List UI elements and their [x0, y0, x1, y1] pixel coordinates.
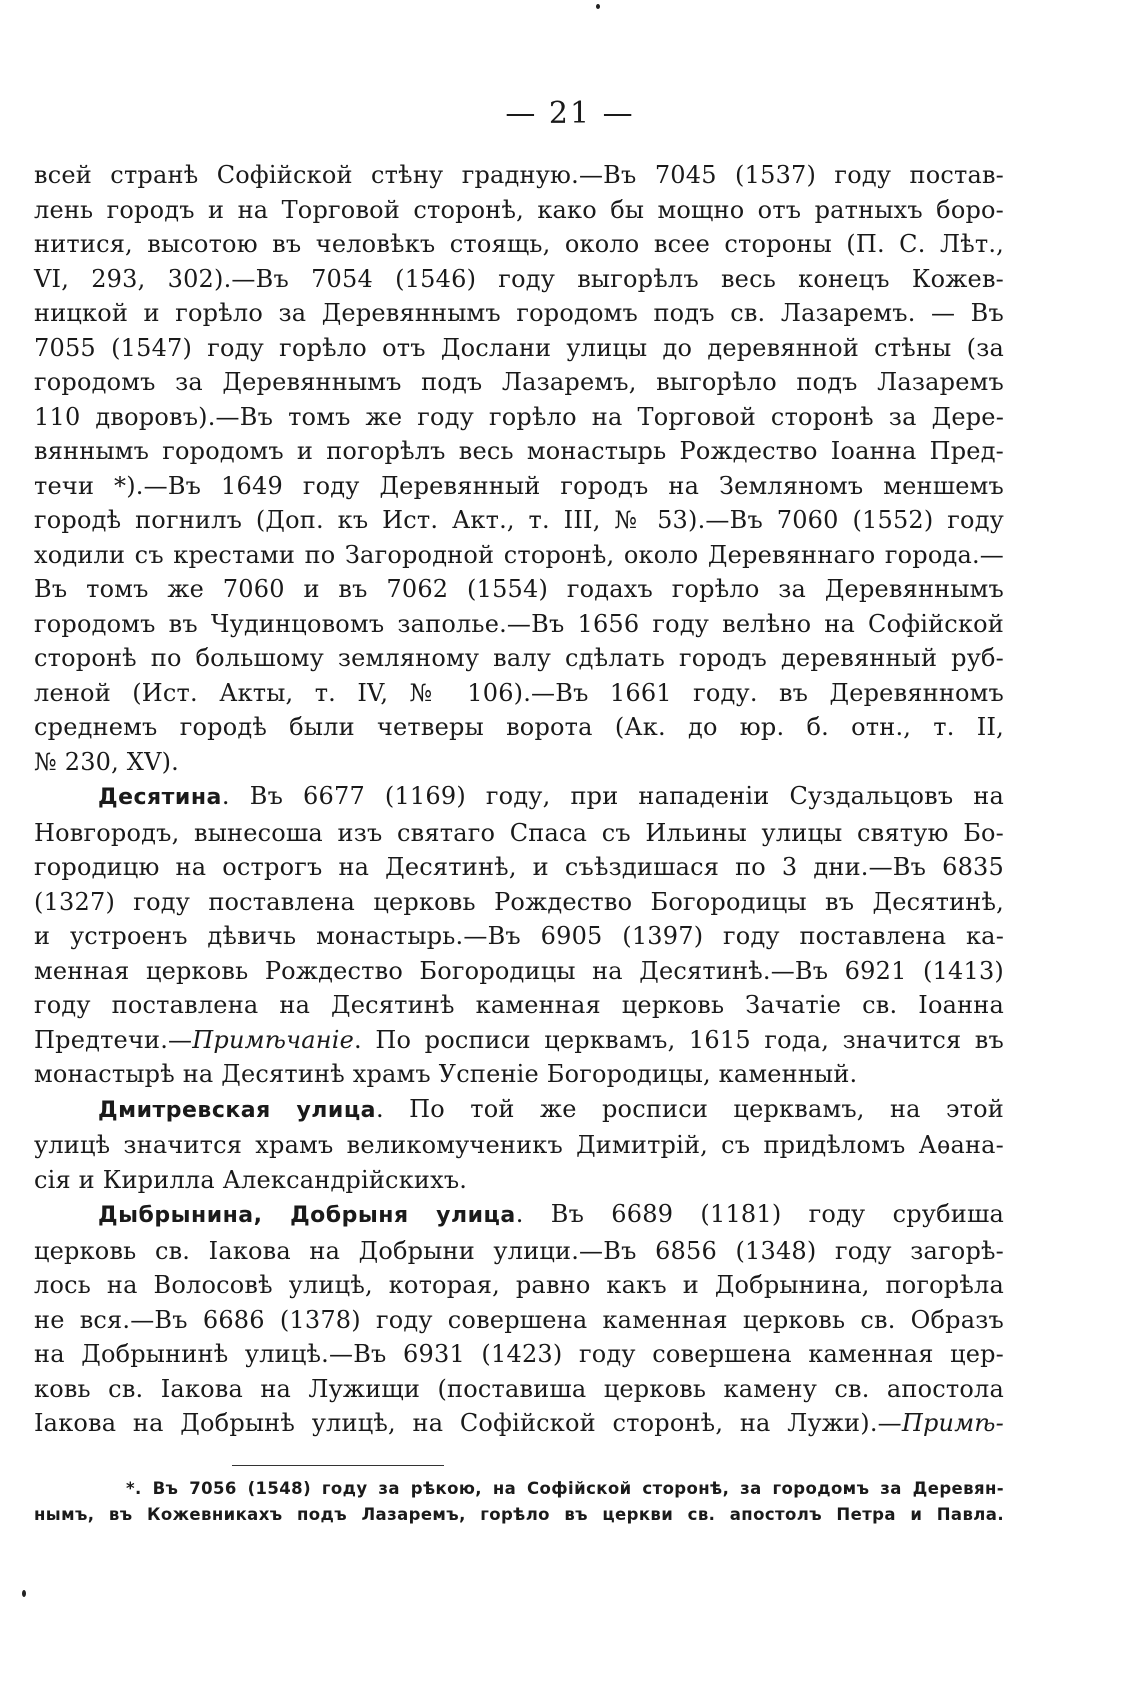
text-line: вяннымъ городомъ и погорѣлъ весь монастырь Рождество Іоанна Пред-	[34, 437, 1004, 465]
text-line: не вся.—Въ 6686 (1378) году совершена каменная церковь св. Образъ	[34, 1305, 1004, 1334]
text-line-final	[34, 1406, 1004, 1441]
text-line: году поставлена на Десятинѣ каменная церковь Зачатіе св. Іоанна	[34, 991, 1004, 1019]
section-dmitrevskaya-first-line	[34, 1092, 1004, 1129]
text-line: 110 дворовъ).—Въ томъ же году горѣло на Торговой сторонѣ за Дере-	[34, 402, 1004, 431]
text-line: Новгородъ, вынесоша изъ святаго Спаса съ Ильины улицы святую Бо-	[34, 818, 1004, 847]
page-number: — 21 —	[505, 96, 635, 131]
text-line: менная церковь Рождество Богородицы на Десятинѣ.—Въ 6921 (1413)	[34, 956, 1004, 985]
text-run: . Въ 6677 (1169) году, при нападеніи Суздальцовъ на	[221, 782, 1004, 810]
text-line: лось на Волосовѣ улицѣ, которая, равно какъ и Добрынина, погорѣла	[34, 1271, 1004, 1299]
section-desyatina-first-line	[34, 779, 1004, 816]
text-run: . По той же росписи церквамъ, на этой	[375, 1094, 1004, 1123]
text-run: Предтечи.—	[34, 1025, 193, 1054]
section-heading: Дыбрынина, Добрыня улица	[98, 1203, 516, 1228]
text-line: сторонѣ по большому земляному валу сдѣлать городъ деревянный руб-	[34, 644, 1004, 672]
text-line: улицѣ значится храмъ великомученикъ Димитрій, съ придѣломъ Аѳана-	[34, 1131, 1004, 1159]
text-line: (1327) году поставлена церковь Рождество Богородицы въ Десятинѣ,	[34, 887, 1004, 916]
text-line-with-note	[34, 1023, 1004, 1058]
text-line: сія и Кирилла Александрійскихъ.	[34, 1165, 468, 1194]
text-line: и устроенъ дѣвичь монастырь.—Въ 6905 (1397) году поставлена ка-	[34, 922, 1004, 950]
text-line: течи *).—Въ 1649 году Деревянный городъ на Земляномъ меншемъ	[34, 471, 1004, 500]
text-run: . Въ 6689 (1181) году срубиша	[515, 1200, 1004, 1228]
main-text	[34, 158, 1004, 1441]
section-heading: Дмитревская улица	[98, 1097, 376, 1123]
text-run: . По росписи церквамъ, 1615 года, значится въ	[354, 1025, 1004, 1054]
text-line: всей странѣ Софійской стѣну градную.—Въ 7045 (1537) году постав-	[34, 161, 1004, 189]
text-line: среднемъ городѣ были четверы ворота (Ак. до юр. б. отн., т. II,	[34, 713, 1004, 741]
note-label: Примѣ-	[901, 1409, 1004, 1437]
text-line: № 230, XV).	[34, 747, 180, 776]
text-line: лень городъ и на Торговой сторонѣ, како бы мощно отъ ратныхъ боро-	[34, 195, 1004, 224]
text-line: Въ томъ же 7060 и въ 7062 (1554) годахъ горѣло за Деревяннымъ	[34, 575, 1004, 603]
text-line: церковь св. Іакова на Добрыни улици.—Въ 6856 (1348) году загорѣ-	[34, 1236, 1004, 1265]
text-line: VI, 293, 302).—Въ 7054 (1546) году выгорѣлъ весь конецъ Кожев-	[34, 264, 1004, 293]
text-line: ницкой и горѣло за Деревяннымъ городомъ подъ св. Лазаремъ. — Въ	[34, 299, 1004, 327]
text-line: ходили съ крестами по Загородной сторонѣ, около Деревяннаго города.—	[34, 540, 1004, 569]
text-line: нитися, высотою въ человѣкъ стоящь, около всее стороны (П. С. Лѣт.,	[34, 230, 1004, 258]
text-line: 7055 (1547) году горѣло отъ Дослани улицы до деревянной стѣны (за	[34, 333, 1004, 362]
text-run: Іакова на Добрынѣ улицѣ, на Софійской сторонѣ, на Лужи).—	[34, 1409, 902, 1437]
text-line: городомъ въ Чудинцовомъ заполье.—Въ 1656 году велѣно на Софійской	[34, 609, 1004, 638]
text-line: ковь св. Іакова на Лужищи (поставиша церковь камену св. апостола	[34, 1374, 1004, 1403]
footnote-line: нымъ, въ Кожевникахъ подъ Лазаремъ, горѣло въ церкви св. апостолъ Петра и Павла.	[34, 1505, 1004, 1524]
footnote-line: *. Въ 7056 (1548) году за рѣкою, на Софійской сторонѣ, за городомъ за Деревян-	[126, 1479, 1004, 1498]
text-line: городѣ погнилъ (Доп. къ Ист. Акт., т. III, № 53).—Въ 7060 (1552) году	[34, 506, 1004, 534]
footnote-divider	[232, 1465, 444, 1466]
scan-speck	[596, 4, 600, 9]
note-label: Примѣчаніе	[192, 1025, 354, 1054]
section-heading: Десятина	[98, 785, 222, 810]
text-line: городицю на острогъ на Десятинѣ, и съѣздишася по 3 дни.—Въ 6835	[34, 853, 1004, 881]
text-line: городомъ за Деревяннымъ подъ Лазаремъ, выгорѣло подъ Лазаремъ	[34, 368, 1004, 396]
section-dobrynya-first-line	[34, 1197, 1004, 1234]
text-line: на Добрынинѣ улицѣ.—Въ 6931 (1423) году совершена каменная цер-	[34, 1340, 1004, 1368]
scan-speck	[22, 1590, 26, 1597]
text-line: монастырѣ на Десятинѣ храмъ Успеніе Богородицы, каменный.	[34, 1060, 858, 1088]
footnote	[34, 1476, 1004, 1528]
text-line: леной (Ист. Акты, т. IV, № 106).—Въ 1661 году. въ Деревянномъ	[34, 678, 1004, 707]
